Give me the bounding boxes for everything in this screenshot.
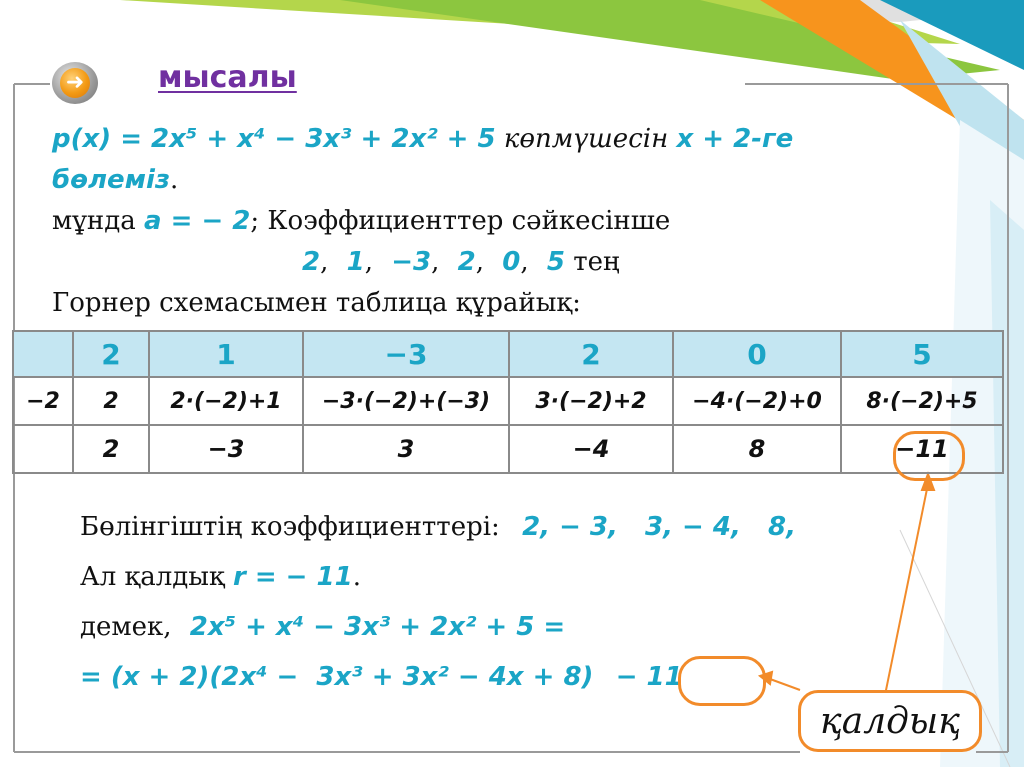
coefficient: −3 [391, 247, 432, 277]
remainder-label: Ал қалдық [80, 562, 225, 592]
table-cell: 2 [73, 425, 149, 473]
slide-title: мысалы [158, 60, 297, 95]
next-arrow-button[interactable] [52, 62, 98, 104]
remainder-line: Ал қалдық r = − 11. [80, 562, 361, 592]
polynomial-formula: p(x) = 2x⁵ + x⁴ − 3x³ + 2x² + 5 [52, 124, 496, 154]
table-cell: 2 [73, 331, 149, 377]
table-cell: 2·(−2)+1 [149, 377, 303, 425]
table-cell [13, 331, 73, 377]
table-cell: 2 [509, 331, 673, 377]
problem-line-3 [52, 206, 670, 236]
remainder-highlight [893, 431, 965, 481]
table-cell: 3·(−2)+2 [509, 377, 673, 425]
table-cell: −4 [509, 425, 673, 473]
remainder-value: r = − 11 [232, 562, 353, 592]
coefficient: 2 [302, 247, 321, 277]
polynomial-word: көпмүшесін [503, 124, 669, 154]
table-cell: 3 [303, 425, 509, 473]
coefficient: 0 [502, 247, 521, 277]
coefficients-label: ; Коэффициенттер сәйкесінше [250, 206, 671, 236]
hence-formula: 2x⁵ + x⁴ − 3x³ + 2x² + 5 = [189, 612, 566, 642]
horner-instruction: Горнер схемасымен таблица құрайық: [52, 288, 581, 318]
arrow-right-icon: ➜ [60, 68, 90, 98]
result-remainder: − 11 [615, 662, 683, 692]
table-cell: 5 [841, 331, 1003, 377]
table-cell: −3 [303, 331, 509, 377]
table-cell: 0 [673, 331, 841, 377]
quotient-label: Бөлінгіштің коэффициенттері: [80, 512, 500, 542]
remainder-cell: −11 [841, 425, 1003, 473]
table-cell [13, 425, 73, 473]
here-word: мұнда [52, 206, 136, 236]
quotient-line [80, 512, 796, 542]
table-cell: −3·(−2)+(−3) [303, 377, 509, 425]
result-line [80, 662, 683, 692]
remainder-oval [678, 656, 766, 706]
quotient-values: 2, − 3, 3, − 4, 8, [522, 512, 796, 542]
hence-label: демек, [80, 612, 172, 642]
table-cell: 8·(−2)+5 [841, 377, 1003, 425]
table-cell: 8 [673, 425, 841, 473]
table-cell: 2 [73, 377, 149, 425]
table-cell: −4·(−2)+0 [673, 377, 841, 425]
table-cell: 1 [149, 331, 303, 377]
coefficient-list: 2, 1, −3, 2, 0, 5 тең [302, 247, 620, 277]
horner-table [12, 330, 1004, 474]
problem-line-5 [52, 288, 581, 318]
problem-line-1 [52, 124, 793, 154]
table-row [13, 425, 1003, 473]
table-row [13, 377, 1003, 425]
hence-line [80, 612, 565, 642]
table-cell: −2 [13, 377, 73, 425]
table-header-row [13, 331, 1003, 377]
divisor-text: x + 2-ге [676, 124, 794, 154]
remainder-callout: қалдық [798, 690, 982, 752]
problem-line-2: бөлеміз. [52, 165, 179, 195]
result-formula: = (x + 2)(2x⁴ − 3x³ + 3x² − 4x + 8) [80, 662, 594, 692]
coefficient: 5 [546, 247, 566, 277]
divide-word: бөлеміз [52, 165, 170, 195]
equal-word: тең [573, 247, 620, 277]
a-value: a = − 2 [144, 206, 251, 236]
table-cell: −3 [149, 425, 303, 473]
coefficient: 2 [457, 247, 476, 277]
coefficient: 1 [346, 247, 365, 277]
